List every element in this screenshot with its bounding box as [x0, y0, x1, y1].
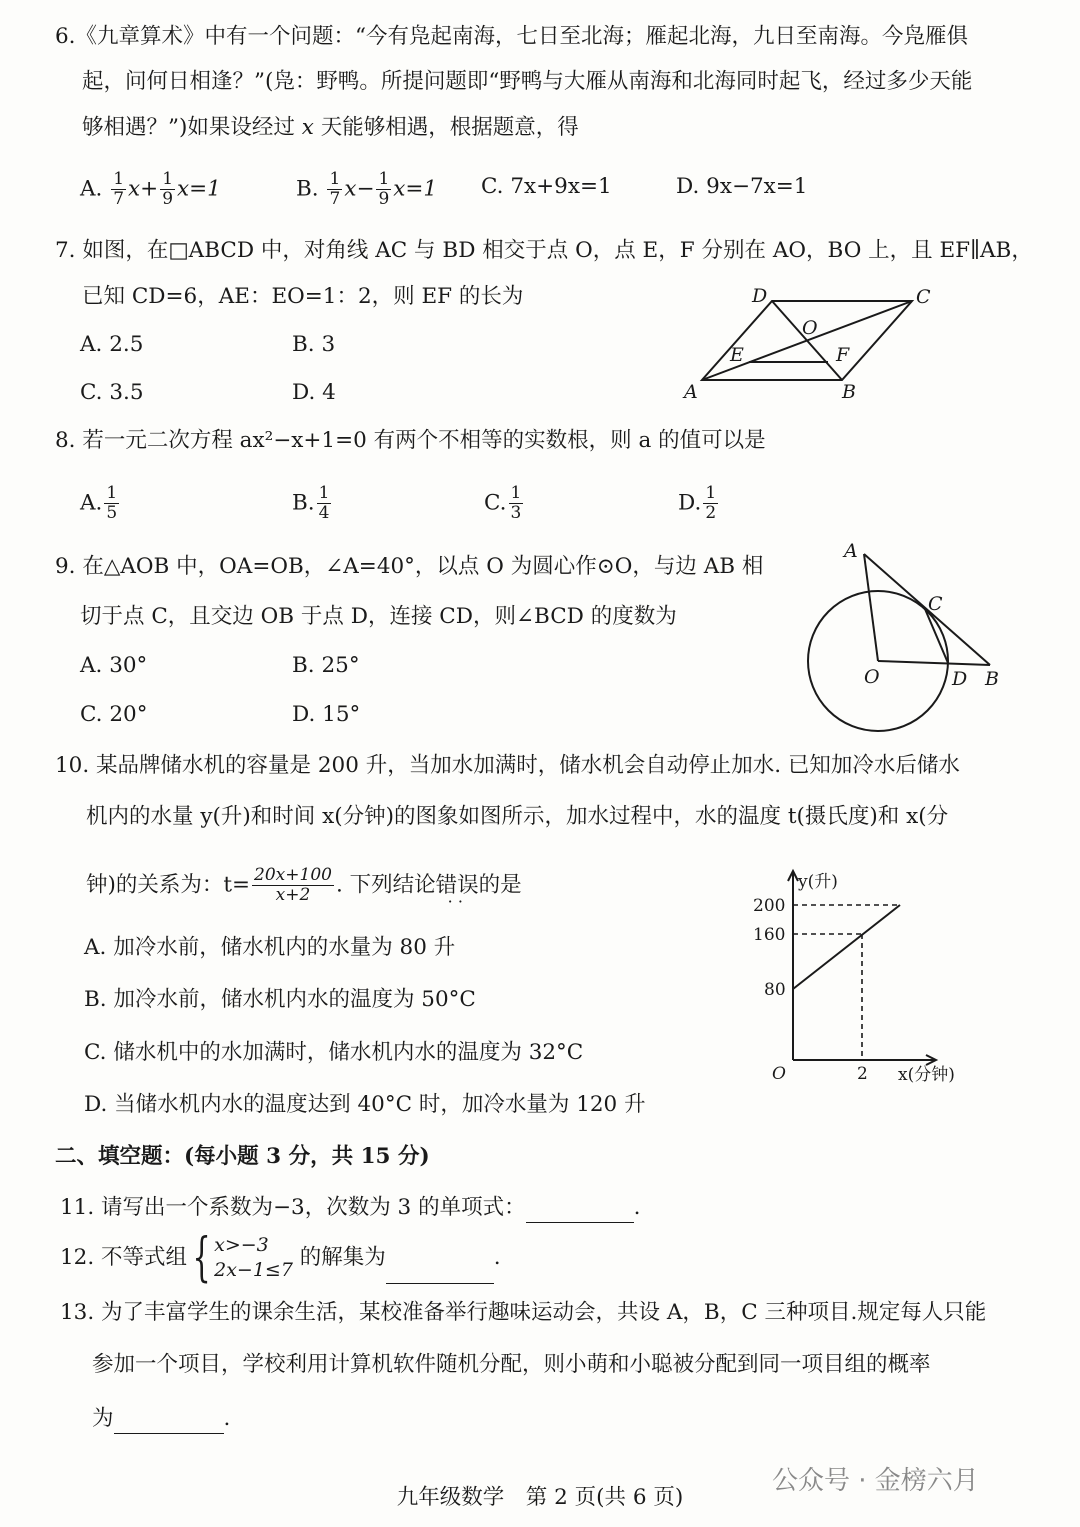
q6-line2: 起，问何日相逢？”(凫：野鸭。所提问题即“野鸭与大雁从南海和北海同时起飞，经过多少天能: [82, 69, 973, 94]
q9-option-d: D. 15°: [292, 702, 361, 727]
tick-200: 200: [753, 896, 786, 916]
q9-line1: 9. 在△AOB 中，OA=OB，∠A=40°，以点 O 为圆心作⊙O，与边 AB 相: [55, 554, 764, 579]
label-c: C: [928, 593, 943, 615]
watermark: 公众号 · 金榜六月: [772, 1466, 979, 1496]
q10-line3: 钟)的关系为：t= $\frac{20x+100}{x+2}$ . 下列结论错误 · ·的是: [86, 866, 522, 905]
q9-option-c: C. 20°: [80, 702, 148, 727]
q9-option-b: B. 25°: [292, 653, 360, 678]
q6-line3: 够相遇？”)如果设经过 x 天能够相遇，根据题意，得: [82, 115, 579, 140]
q7-option-a: A. 2.5: [80, 332, 144, 357]
q13-line3: 为 .: [92, 1404, 230, 1434]
q7-line2: 已知 CD=6，AE：EO=1：2，则 EF 的长为: [82, 284, 524, 309]
label-a: A: [684, 381, 698, 403]
q13-line1: 13. 为了丰富学生的课余生活，某校准备举行趣味运动会，共设 A，B，C 三种项目.规定每人只能: [60, 1300, 987, 1325]
q7-option-d: D. 4: [292, 380, 336, 405]
q11: 11. 请写出一个系数为−3，次数为 3 的单项式： .: [60, 1193, 640, 1223]
q11-answer-blank[interactable]: [526, 1200, 634, 1223]
q6-option-d: D. 9x−7x=1: [676, 174, 808, 199]
y-axis-label: y(升): [798, 872, 838, 892]
parallelogram-figure: [670, 280, 950, 410]
label-o: O: [802, 317, 818, 339]
q7-option-b: B. 3: [292, 332, 336, 357]
q8-option-c: C. $\frac{1}{3}$: [484, 483, 522, 523]
origin-label: O: [772, 1064, 786, 1084]
q6-option-b: B. $\frac{1}{7}$ x− $\frac{1}{9}$ x=1: [296, 169, 438, 209]
q7-option-c: C. 3.5: [80, 380, 144, 405]
label-f: F: [836, 344, 850, 366]
q10-option-c: C. 储水机中的水加满时，储水机内水的温度为 32°C: [84, 1040, 584, 1065]
q13-line2: 参加一个项目，学校利用计算机软件随机分配，则小萌和小聪被分配到同一项目组的概率: [92, 1352, 931, 1377]
q10-option-a: A. 加冷水前，储水机内的水量为 80 升: [84, 935, 456, 960]
q8-line1: 8. 若一元二次方程 ax²−x+1=0 有两个不相等的实数根，则 a 的值可以是: [55, 428, 766, 453]
label-b: B: [842, 381, 856, 403]
q13-answer-blank[interactable]: [114, 1411, 224, 1434]
water-volume-graph: [750, 865, 980, 1090]
q6-option-c: C. 7x+9x=1: [481, 174, 612, 199]
page-footer: 九年级数学 第 2 页(共 6 页): [396, 1485, 684, 1510]
tick-160: 160: [753, 925, 786, 945]
q6-option-a: A. $\frac{1}{7}$ x+ $\frac{1}{9}$ x=1: [80, 169, 221, 209]
q8-option-b: B. $\frac{1}{4}$: [292, 483, 330, 523]
section-heading: 二、填空题：(每小题 3 分，共 15 分): [55, 1144, 430, 1169]
label-o: O: [864, 666, 880, 688]
q7-line1: 7. 如图，在□ABCD 中，对角线 AC 与 BD 相交于点 O，点 E，F 分别在 AO，BO 上，且 EF∥AB，: [55, 238, 1033, 263]
label-a: A: [844, 540, 858, 562]
q12-answer-blank[interactable]: [386, 1261, 494, 1284]
label-e: E: [730, 344, 744, 366]
tick-2: 2: [857, 1064, 868, 1084]
q9-option-a: A. 30°: [80, 653, 148, 678]
label-b: B: [985, 668, 999, 690]
q10-option-b: B. 加冷水前，储水机内水的温度为 50°C: [84, 987, 476, 1012]
x-axis-label: x(分钟): [898, 1065, 955, 1085]
label-c: C: [916, 286, 931, 308]
circle-tangent-figure: [800, 535, 1020, 740]
label-d: D: [952, 668, 968, 690]
q6-line1: 6.《九章算术》中有一个问题：“今有凫起南海，七日至北海；雁起北海，九日至南海。今凫雁俱: [55, 24, 969, 49]
q10-line1: 10. 某品牌储水机的容量是 200 升，当加水加满时，储水机会自动停止加水. 已知加冷水后储水: [55, 753, 960, 778]
q8-option-a: A. $\frac{1}{5}$: [80, 483, 118, 523]
label-d: D: [752, 285, 768, 307]
q10-line2: 机内的水量 y(升)和时间 x(分钟)的图象如图所示，加水过程中，水的温度 t(摄氏度)和 x(分: [86, 804, 949, 829]
q12: 12. 不等式组 { x>−3 2x−1≤7 的解集为 .: [60, 1228, 501, 1288]
q10-option-d: D. 当储水机内水的温度达到 40°C 时，加冷水量为 120 升: [84, 1092, 646, 1117]
tick-80: 80: [764, 980, 786, 1000]
q8-option-d: D. $\frac{1}{2}$: [678, 483, 717, 523]
q9-line2: 切于点 C，且交边 OB 于点 D，连接 CD，则∠BCD 的度数为: [80, 604, 677, 629]
